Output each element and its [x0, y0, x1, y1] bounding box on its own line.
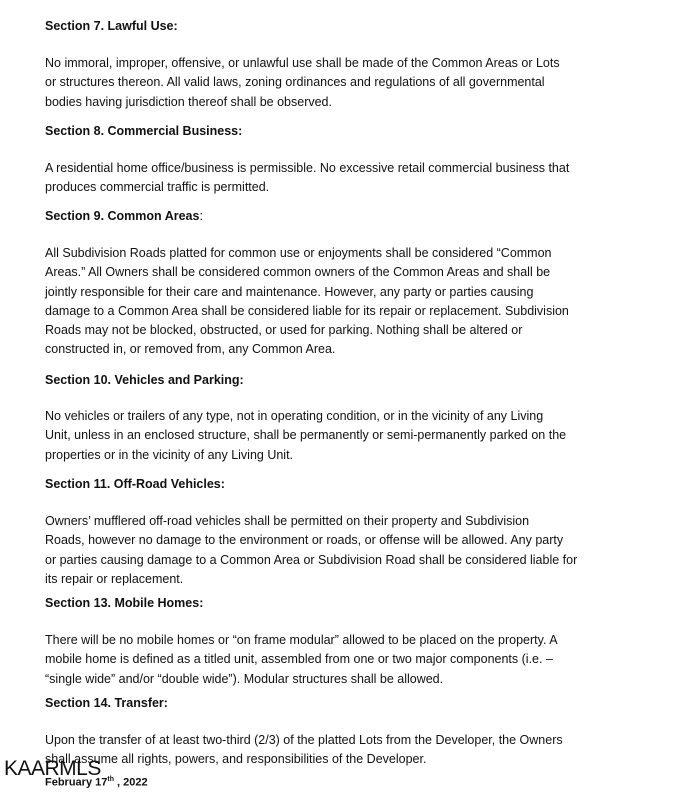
footer-date: February 17th , 2022: [45, 776, 148, 789]
section-14-body: Upon the transfer of at least two-third (2/3) of the platted Lots from the Developer, the Owners shall assume all rights, powers, and responsibilities of the Developer.: [45, 733, 563, 767]
section-8-heading: Section 8. Commercial Business:: [45, 124, 243, 138]
section-7-body: No immoral, improper, offensive, or unlawful use shall be made of the Common Areas or Lots or structures thereon. All valid laws, zoning ordinances and regulations of all governmental bodies having jurisdiction thereof shall be observed.: [45, 56, 560, 109]
section-13-body: There will be no mobile homes or “on frame modular” allowed to be placed on the property. A mobile home is defined as a titled unit, assembled from one or two major components (i.e. – “single wide” and/or “double wide”). Modular structures shall be allowed.: [45, 633, 558, 686]
section-7-heading: Section 7. Lawful Use:: [45, 19, 178, 33]
mls-watermark: KAARMLS: [4, 757, 101, 780]
section-9-heading: Section 9. Common Areas:: [45, 209, 203, 223]
section-11-body: Owners’ mufflered off-road vehicles shall be permitted on their property and Subdivision Roads, however no damage to the environment or roads, or offense will be allowed. Any party or parties causing damage to a Common Area or Subdivision Road shall be considered liable for its repair or replacement.: [45, 514, 578, 586]
section-9-body: All Subdivision Roads platted for common use or enjoyments shall be considered “Common Areas.” All Owners shall be considered common owners of the Common Areas and shall be jointly responsible for their care and maintenance. However, any party or parties causing damage to a Common Area shall be considered liable for its repair or replacement. Subdivision Roads may not be blocked, obstructed, or used for parking. Nothing shall be altered or constructed in, or removed from, any Common Area.: [45, 246, 569, 357]
section-13-heading: Section 13. Mobile Homes:: [45, 596, 204, 610]
section-11-heading: Section 11. Off-Road Vehicles:: [45, 477, 225, 491]
section-14-heading: Section 14. Transfer:: [45, 696, 168, 710]
section-8-body: A residential home office/business is permissible. No excessive retail commercial business that produces commercial traffic is permitted.: [45, 161, 570, 195]
section-10-body: No vehicles or trailers of any type, not in operating condition, or in the vicinity of any Living Unit, unless in an enclosed structure, shall be permanently or semi-permanently parked on the properties or in the vicinity of any Living Unit.: [45, 409, 567, 462]
section-10-heading: Section 10. Vehicles and Parking:: [45, 373, 244, 387]
